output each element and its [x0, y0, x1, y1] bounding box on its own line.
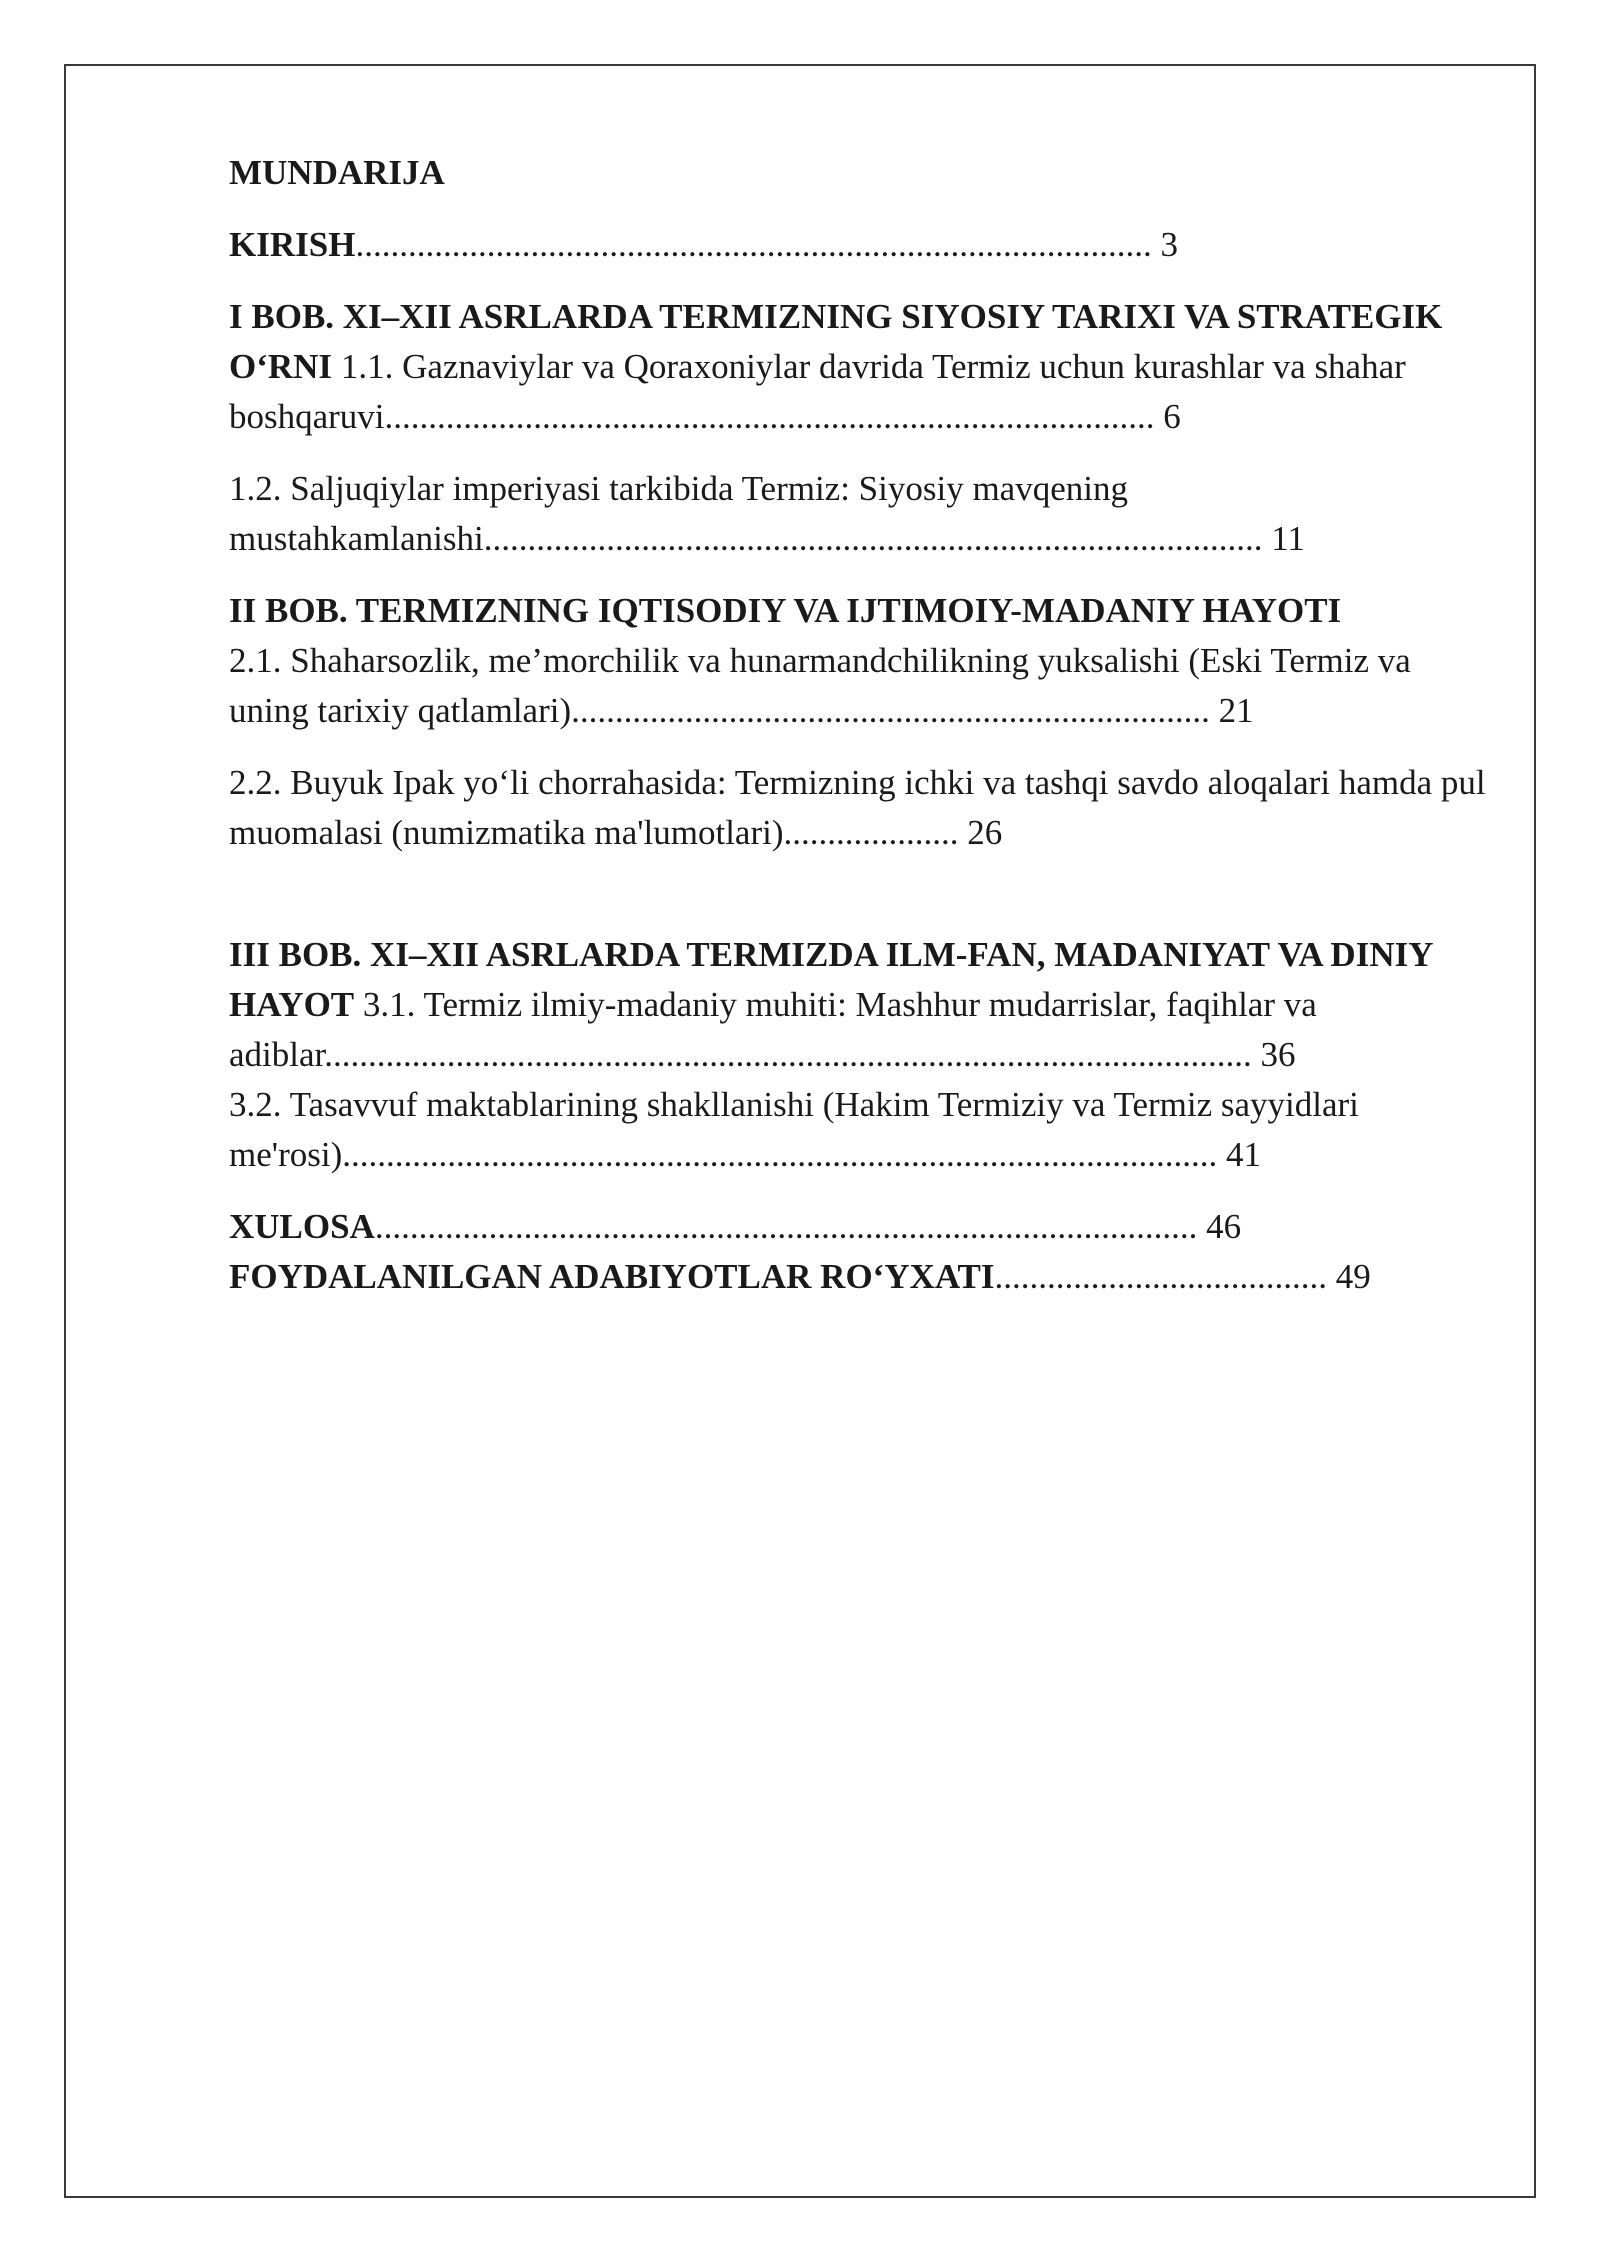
toc-entry-section-1-2	[229, 464, 1489, 564]
leader-dots: ..........................................................................................................	[324, 1035, 1252, 1074]
section-title: 1.1. Gaznaviylar va Qoraxoniylar davrida Termiz uchun kurashlar va shahar	[340, 347, 1406, 386]
leader-dots: ......................................	[994, 1257, 1328, 1296]
entry-label: KIRISH	[229, 225, 356, 264]
page-number: 46	[1206, 1207, 1242, 1246]
section-title: 2.1. Shaharsozlik, me’morchilik va hunarmandchilikning yuksalishi (Eski Termiz va uning tarixiy qatlamlari)	[229, 641, 1411, 730]
leader-dots: ........................................................................................	[384, 397, 1155, 436]
toc-entry-chapter-3	[229, 930, 1489, 1180]
page-number: 41	[1225, 1135, 1261, 1174]
toc-entry-kirish	[229, 220, 1489, 270]
entry-label: XULOSA	[229, 1207, 375, 1246]
leader-dots: ....................................................................................................	[342, 1135, 1218, 1174]
section-title: 2.2. Buyuk Ipak yo‘li chorrahasida: Termizning ichki va tashqi savdo aloqalari hamda pul muomalasi (numizmatika ma'lumotlari)	[229, 763, 1486, 852]
page-number: 36	[1260, 1035, 1296, 1074]
page-number: 11	[1271, 519, 1305, 558]
chapter-heading: II BOB. TERMIZNING IQTISODIY VA IJTIMOIY-MADANIY HAYOTI	[229, 591, 1342, 630]
toc-entry-chapter-1	[229, 292, 1489, 442]
page-number: 6	[1163, 397, 1181, 436]
page-number: 26	[967, 813, 1003, 852]
entry-label: FOYDALANILGAN ADABIYOTLAR RO‘YXATI	[229, 1257, 995, 1296]
section-title: 3.2. Tasavvuf maktablarining shakllanishi (Hakim Termiziy va Termiz sayyidlari me'rosi)	[229, 1085, 1359, 1174]
section-title: 1.2. Saljuqiylar imperiyasi tarkibida Termiz: Siyosiy mavqening	[229, 469, 1128, 508]
toc-entry-chapter-2	[229, 586, 1489, 736]
section-title: 3.1. Termiz ilmiy-madaniy muhiti: Mashhur mudarrislar, faqihlar va adiblar	[229, 985, 1317, 1074]
section-title-continued: mustahkamlanishi	[229, 519, 484, 558]
section-title-continued: boshqaruvi	[229, 397, 385, 436]
page-number: 21	[1218, 691, 1254, 730]
chapter-heading: III BOB. XI–XII ASRLARDA TERMIZDA ILM-FAN, MADANIYAT VA DINIY HAYOT	[229, 935, 1433, 1024]
toc-entry-conclusion	[229, 1202, 1489, 1302]
leader-dots: .........................................................................................	[483, 519, 1263, 558]
leader-dots: ....................	[783, 813, 959, 852]
toc-entry-section-2-2	[229, 758, 1489, 858]
leader-dots: ...........................................................................................	[355, 225, 1152, 264]
leader-dots: ..............................................................................................	[374, 1207, 1198, 1246]
page-number: 3	[1160, 225, 1178, 264]
toc-title: MUNDARIJA	[229, 153, 445, 192]
table-of-contents	[229, 148, 1489, 1302]
leader-dots: .........................................................................	[571, 691, 1210, 730]
page-number: 49	[1335, 1257, 1371, 1296]
chapter-heading: I BOB. XI–XII ASRLARDA TERMIZNING SIYOSIY TARIXI VA STRATEGIK O‘RNI	[229, 297, 1443, 386]
